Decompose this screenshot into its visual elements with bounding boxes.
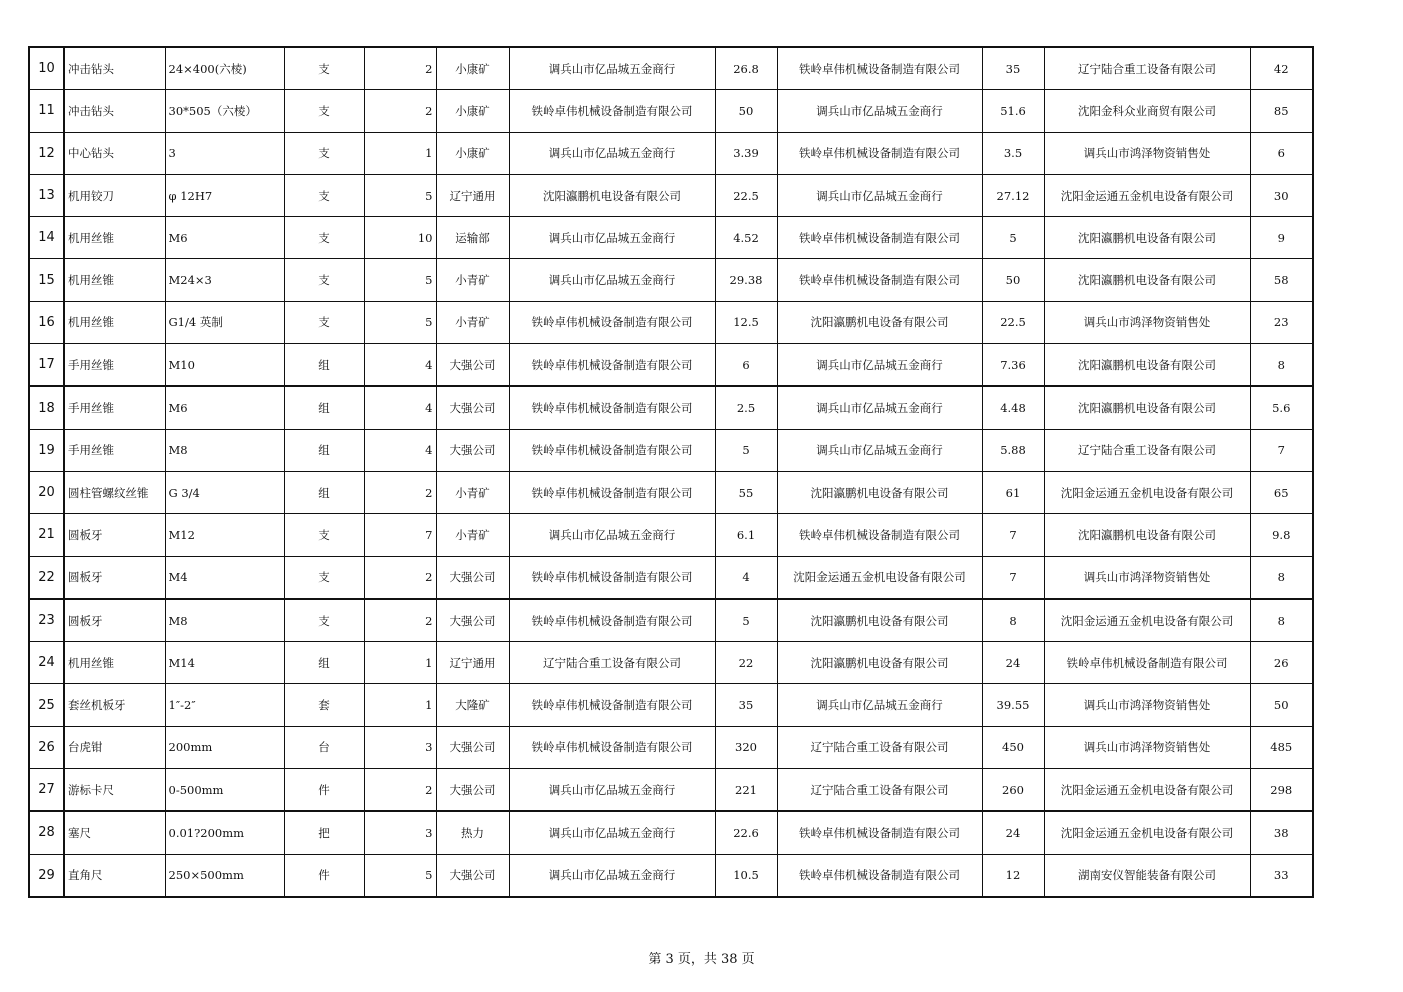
table-row: [29, 174, 1313, 216]
item-name: 机用丝锥: [64, 217, 165, 259]
supplier-2: 沈阳瀛鹏机电设备有限公司: [777, 599, 982, 642]
using-unit: 大强公司: [436, 344, 509, 387]
supplier-3: 沈阳金运通五金机电设备有限公司: [1044, 599, 1250, 642]
using-unit: 大强公司: [436, 429, 509, 471]
item-name: 冲击钻头: [64, 90, 165, 132]
table-row: [29, 301, 1313, 343]
supplier-2: 铁岭卓伟机械设备制造有限公司: [777, 811, 982, 854]
table-row: [29, 811, 1313, 854]
item-spec: M8: [165, 599, 284, 642]
table-row: [29, 556, 1313, 599]
supplier-3: 沈阳金科众业商贸有限公司: [1044, 90, 1250, 132]
price-1: 35: [715, 684, 777, 726]
price-2: 12: [982, 854, 1044, 897]
row-number: 10: [29, 47, 64, 90]
supplier-1: 调兵山市亿品城五金商行: [509, 769, 715, 812]
item-quantity: 2: [364, 47, 436, 90]
item-spec: G 3/4: [165, 471, 284, 513]
item-name: 台虎钳: [64, 726, 165, 768]
item-spec: 3: [165, 132, 284, 174]
price-1: 10.5: [715, 854, 777, 897]
row-number: 15: [29, 259, 64, 301]
supplier-2: 铁岭卓伟机械设备制造有限公司: [777, 47, 982, 90]
supplier-3: 调兵山市鸿泽物资销售处: [1044, 301, 1250, 343]
price-3: 9.8: [1250, 514, 1313, 556]
row-number: 18: [29, 386, 64, 429]
supplier-3: 沈阳瀛鹏机电设备有限公司: [1044, 259, 1250, 301]
row-number: 29: [29, 854, 64, 897]
row-number: 28: [29, 811, 64, 854]
supplier-1: 铁岭卓伟机械设备制造有限公司: [509, 301, 715, 343]
item-unit: 支: [284, 599, 364, 642]
table-row: [29, 132, 1313, 174]
item-name: 手用丝锥: [64, 386, 165, 429]
price-2: 50: [982, 259, 1044, 301]
price-1: 4: [715, 556, 777, 599]
price-2: 450: [982, 726, 1044, 768]
price-1: 5: [715, 599, 777, 642]
price-2: 24: [982, 642, 1044, 684]
row-number: 22: [29, 556, 64, 599]
item-name: 圆板牙: [64, 599, 165, 642]
item-spec: 30*505（六棱）: [165, 90, 284, 132]
item-quantity: 2: [364, 556, 436, 599]
price-1: 6: [715, 344, 777, 387]
table-row: [29, 684, 1313, 726]
supplier-3: 沈阳金运通五金机电设备有限公司: [1044, 174, 1250, 216]
table-row: [29, 344, 1313, 387]
price-3: 26: [1250, 642, 1313, 684]
item-quantity: 2: [364, 90, 436, 132]
item-quantity: 3: [364, 726, 436, 768]
price-3: 38: [1250, 811, 1313, 854]
item-quantity: 1: [364, 642, 436, 684]
supplier-3: 辽宁陆合重工设备有限公司: [1044, 429, 1250, 471]
row-number: 24: [29, 642, 64, 684]
supplier-3: 沈阳瀛鹏机电设备有限公司: [1044, 514, 1250, 556]
item-quantity: 5: [364, 259, 436, 301]
supplier-3: 辽宁陆合重工设备有限公司: [1044, 47, 1250, 90]
item-spec: M4: [165, 556, 284, 599]
price-1: 26.8: [715, 47, 777, 90]
item-quantity: 4: [364, 429, 436, 471]
item-unit: 支: [284, 556, 364, 599]
item-unit: 件: [284, 769, 364, 812]
price-2: 5.88: [982, 429, 1044, 471]
supplier-2: 辽宁陆合重工设备有限公司: [777, 726, 982, 768]
price-2: 7: [982, 556, 1044, 599]
supplier-2: 调兵山市亿品城五金商行: [777, 90, 982, 132]
item-unit: 支: [284, 90, 364, 132]
supplier-1: 铁岭卓伟机械设备制造有限公司: [509, 429, 715, 471]
item-spec: M14: [165, 642, 284, 684]
price-1: 22.6: [715, 811, 777, 854]
item-name: 机用丝锥: [64, 259, 165, 301]
row-number: 27: [29, 769, 64, 812]
supplier-3: 沈阳金运通五金机电设备有限公司: [1044, 769, 1250, 812]
supplier-2: 铁岭卓伟机械设备制造有限公司: [777, 854, 982, 897]
item-spec: M12: [165, 514, 284, 556]
supplier-1: 调兵山市亿品城五金商行: [509, 514, 715, 556]
row-number: 20: [29, 471, 64, 513]
price-2: 5: [982, 217, 1044, 259]
supplier-1: 调兵山市亿品城五金商行: [509, 811, 715, 854]
item-unit: 支: [284, 514, 364, 556]
price-3: 5.6: [1250, 386, 1313, 429]
supplier-1: 铁岭卓伟机械设备制造有限公司: [509, 344, 715, 387]
item-name: 手用丝锥: [64, 344, 165, 387]
table-row: [29, 429, 1313, 471]
supplier-2: 调兵山市亿品城五金商行: [777, 684, 982, 726]
price-2: 51.6: [982, 90, 1044, 132]
supplier-1: 铁岭卓伟机械设备制造有限公司: [509, 471, 715, 513]
table-row: [29, 217, 1313, 259]
item-spec: 200mm: [165, 726, 284, 768]
item-unit: 组: [284, 386, 364, 429]
table-row: [29, 259, 1313, 301]
price-3: 42: [1250, 47, 1313, 90]
table-row: [29, 514, 1313, 556]
supplier-3: 铁岭卓伟机械设备制造有限公司: [1044, 642, 1250, 684]
supplier-1: 调兵山市亿品城五金商行: [509, 259, 715, 301]
using-unit: 小青矿: [436, 514, 509, 556]
item-name: 机用丝锥: [64, 642, 165, 684]
row-number: 26: [29, 726, 64, 768]
item-spec: M6: [165, 217, 284, 259]
price-2: 7.36: [982, 344, 1044, 387]
supplier-2: 沈阳瀛鹏机电设备有限公司: [777, 642, 982, 684]
item-spec: M10: [165, 344, 284, 387]
row-number: 16: [29, 301, 64, 343]
item-name: 套丝机板牙: [64, 684, 165, 726]
supplier-1: 铁岭卓伟机械设备制造有限公司: [509, 599, 715, 642]
supplier-1: 调兵山市亿品城五金商行: [509, 47, 715, 90]
price-3: 7: [1250, 429, 1313, 471]
using-unit: 大强公司: [436, 854, 509, 897]
using-unit: 小青矿: [436, 471, 509, 513]
supplier-3: 沈阳金运通五金机电设备有限公司: [1044, 811, 1250, 854]
supplier-1: 调兵山市亿品城五金商行: [509, 854, 715, 897]
row-number: 11: [29, 90, 64, 132]
supplier-1: 沈阳瀛鹏机电设备有限公司: [509, 174, 715, 216]
item-name: 圆柱管螺纹丝锥: [64, 471, 165, 513]
item-spec: G1/4 英制: [165, 301, 284, 343]
item-quantity: 10: [364, 217, 436, 259]
supplier-3: 调兵山市鸿泽物资销售处: [1044, 132, 1250, 174]
page-footer: 第 3 页，共 38 页: [648, 952, 755, 967]
using-unit: 大强公司: [436, 556, 509, 599]
item-quantity: 5: [364, 854, 436, 897]
supplier-3: 湖南安仪智能装备有限公司: [1044, 854, 1250, 897]
table-row: [29, 471, 1313, 513]
using-unit: 大强公司: [436, 386, 509, 429]
item-quantity: 2: [364, 599, 436, 642]
supplier-3: 沈阳瀛鹏机电设备有限公司: [1044, 386, 1250, 429]
price-3: 23: [1250, 301, 1313, 343]
price-2: 7: [982, 514, 1044, 556]
item-unit: 组: [284, 344, 364, 387]
price-3: 8: [1250, 599, 1313, 642]
supplier-1: 调兵山市亿品城五金商行: [509, 217, 715, 259]
item-unit: 组: [284, 642, 364, 684]
item-unit: 组: [284, 471, 364, 513]
price-1: 22.5: [715, 174, 777, 216]
row-number: 19: [29, 429, 64, 471]
supplier-1: 铁岭卓伟机械设备制造有限公司: [509, 556, 715, 599]
item-name: 直角尺: [64, 854, 165, 897]
price-2: 61: [982, 471, 1044, 513]
item-spec: 0.01?200mm: [165, 811, 284, 854]
price-1: 4.52: [715, 217, 777, 259]
supplier-3: 沈阳金运通五金机电设备有限公司: [1044, 471, 1250, 513]
item-quantity: 2: [364, 769, 436, 812]
item-spec: M6: [165, 386, 284, 429]
table-row: [29, 854, 1313, 897]
using-unit: 小康矿: [436, 132, 509, 174]
price-3: 50: [1250, 684, 1313, 726]
price-3: 298: [1250, 769, 1313, 812]
price-2: 39.55: [982, 684, 1044, 726]
item-unit: 台: [284, 726, 364, 768]
price-2: 24: [982, 811, 1044, 854]
supplier-1: 铁岭卓伟机械设备制造有限公司: [509, 684, 715, 726]
supplier-2: 铁岭卓伟机械设备制造有限公司: [777, 217, 982, 259]
supplier-2: 辽宁陆合重工设备有限公司: [777, 769, 982, 812]
price-2: 4.48: [982, 386, 1044, 429]
supplier-2: 沈阳瀛鹏机电设备有限公司: [777, 301, 982, 343]
supplier-2: 调兵山市亿品城五金商行: [777, 344, 982, 387]
using-unit: 辽宁通用: [436, 642, 509, 684]
item-name: 机用丝锥: [64, 301, 165, 343]
using-unit: 小康矿: [436, 47, 509, 90]
price-1: 12.5: [715, 301, 777, 343]
price-2: 3.5: [982, 132, 1044, 174]
price-3: 30: [1250, 174, 1313, 216]
item-quantity: 5: [364, 301, 436, 343]
supplier-3: 沈阳瀛鹏机电设备有限公司: [1044, 344, 1250, 387]
price-1: 221: [715, 769, 777, 812]
supplier-3: 调兵山市鸿泽物资销售处: [1044, 726, 1250, 768]
price-3: 8: [1250, 556, 1313, 599]
price-3: 85: [1250, 90, 1313, 132]
row-number: 13: [29, 174, 64, 216]
price-2: 27.12: [982, 174, 1044, 216]
item-unit: 支: [284, 301, 364, 343]
supplier-3: 调兵山市鸿泽物资销售处: [1044, 556, 1250, 599]
price-2: 35: [982, 47, 1044, 90]
item-name: 冲击钻头: [64, 47, 165, 90]
item-spec: 1″-2″: [165, 684, 284, 726]
item-name: 塞尺: [64, 811, 165, 854]
supplier-2: 铁岭卓伟机械设备制造有限公司: [777, 259, 982, 301]
supplier-2: 调兵山市亿品城五金商行: [777, 174, 982, 216]
item-quantity: 5: [364, 174, 436, 216]
price-3: 8: [1250, 344, 1313, 387]
item-unit: 支: [284, 132, 364, 174]
item-name: 手用丝锥: [64, 429, 165, 471]
row-number: 23: [29, 599, 64, 642]
price-1: 2.5: [715, 386, 777, 429]
item-spec: M8: [165, 429, 284, 471]
price-1: 3.39: [715, 132, 777, 174]
item-unit: 把: [284, 811, 364, 854]
using-unit: 小康矿: [436, 90, 509, 132]
price-1: 5: [715, 429, 777, 471]
price-3: 485: [1250, 726, 1313, 768]
item-spec: M24×3: [165, 259, 284, 301]
item-name: 圆板牙: [64, 514, 165, 556]
supplier-2: 调兵山市亿品城五金商行: [777, 386, 982, 429]
price-1: 320: [715, 726, 777, 768]
supplier-2: 调兵山市亿品城五金商行: [777, 429, 982, 471]
price-3: 9: [1250, 217, 1313, 259]
item-unit: 支: [284, 259, 364, 301]
using-unit: 运输部: [436, 217, 509, 259]
table-row: [29, 599, 1313, 642]
using-unit: 大隆矿: [436, 684, 509, 726]
using-unit: 大强公司: [436, 599, 509, 642]
item-name: 游标卡尺: [64, 769, 165, 812]
item-quantity: 1: [364, 132, 436, 174]
item-quantity: 2: [364, 471, 436, 513]
using-unit: 小青矿: [436, 301, 509, 343]
supplier-3: 沈阳瀛鹏机电设备有限公司: [1044, 217, 1250, 259]
item-unit: 组: [284, 429, 364, 471]
table-row: [29, 90, 1313, 132]
table-row: [29, 769, 1313, 812]
using-unit: 大强公司: [436, 726, 509, 768]
supplier-1: 铁岭卓伟机械设备制造有限公司: [509, 90, 715, 132]
table-row: [29, 47, 1313, 90]
item-name: 机用铰刀: [64, 174, 165, 216]
supplier-3: 调兵山市鸿泽物资销售处: [1044, 684, 1250, 726]
supplier-1: 辽宁陆合重工设备有限公司: [509, 642, 715, 684]
item-quantity: 4: [364, 344, 436, 387]
table-row: [29, 726, 1313, 768]
item-unit: 支: [284, 174, 364, 216]
item-spec: 250×500mm: [165, 854, 284, 897]
using-unit: 热力: [436, 811, 509, 854]
item-quantity: 7: [364, 514, 436, 556]
price-1: 29.38: [715, 259, 777, 301]
price-2: 260: [982, 769, 1044, 812]
price-3: 33: [1250, 854, 1313, 897]
row-number: 12: [29, 132, 64, 174]
using-unit: 小青矿: [436, 259, 509, 301]
price-1: 55: [715, 471, 777, 513]
price-1: 50: [715, 90, 777, 132]
item-unit: 件: [284, 854, 364, 897]
price-3: 6: [1250, 132, 1313, 174]
price-3: 58: [1250, 259, 1313, 301]
price-comparison-table: [28, 46, 1314, 898]
supplier-1: 铁岭卓伟机械设备制造有限公司: [509, 726, 715, 768]
item-spec: 0-500mm: [165, 769, 284, 812]
table-row: [29, 642, 1313, 684]
supplier-2: 沈阳金运通五金机电设备有限公司: [777, 556, 982, 599]
supplier-2: 沈阳瀛鹏机电设备有限公司: [777, 471, 982, 513]
supplier-2: 铁岭卓伟机械设备制造有限公司: [777, 132, 982, 174]
item-spec: φ 12H7: [165, 174, 284, 216]
table-body: [29, 47, 1313, 897]
price-2: 22.5: [982, 301, 1044, 343]
item-unit: 支: [284, 217, 364, 259]
using-unit: 辽宁通用: [436, 174, 509, 216]
price-1: 6.1: [715, 514, 777, 556]
price-1: 22: [715, 642, 777, 684]
item-unit: 套: [284, 684, 364, 726]
row-number: 25: [29, 684, 64, 726]
price-2: 8: [982, 599, 1044, 642]
row-number: 21: [29, 514, 64, 556]
item-quantity: 4: [364, 386, 436, 429]
price-3: 65: [1250, 471, 1313, 513]
row-number: 17: [29, 344, 64, 387]
item-name: 中心钻头: [64, 132, 165, 174]
using-unit: 大强公司: [436, 769, 509, 812]
supplier-1: 调兵山市亿品城五金商行: [509, 132, 715, 174]
item-spec: 24×400(六棱): [165, 47, 284, 90]
row-number: 14: [29, 217, 64, 259]
table-row: [29, 386, 1313, 429]
item-quantity: 1: [364, 684, 436, 726]
item-name: 圆板牙: [64, 556, 165, 599]
item-quantity: 3: [364, 811, 436, 854]
item-unit: 支: [284, 47, 364, 90]
supplier-2: 铁岭卓伟机械设备制造有限公司: [777, 514, 982, 556]
supplier-1: 铁岭卓伟机械设备制造有限公司: [509, 386, 715, 429]
